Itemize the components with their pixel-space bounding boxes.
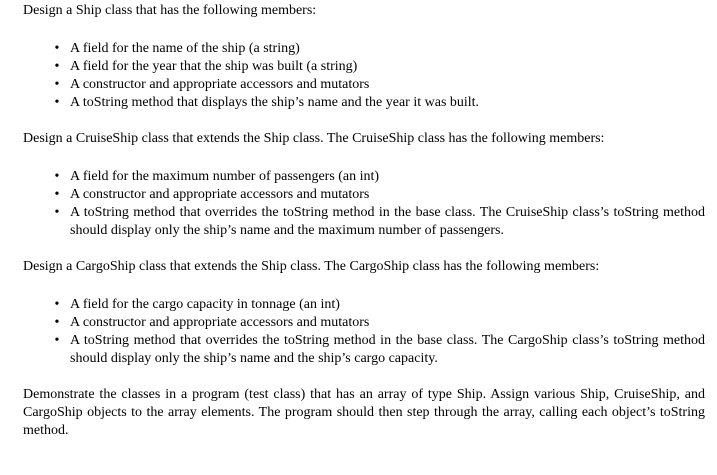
list-item-text: A constructor and appropriate accessors and mutators [70, 187, 370, 202]
list-item [54, 314, 705, 332]
list-item-text: A field for the cargo capacity in tonnage (an int) [70, 297, 340, 312]
list-item [54, 168, 705, 186]
list-item [54, 296, 705, 314]
spacer [23, 148, 705, 168]
list-item [54, 204, 705, 240]
list-item-text: A constructor and appropriate accessors and mutators [70, 77, 370, 92]
bullet-icon: • [54, 315, 60, 330]
list-item [54, 40, 705, 58]
cargoship-members-list [23, 296, 705, 368]
list-item [54, 332, 705, 368]
list-item [54, 76, 705, 94]
list-item-text: A toString method that overrides the toString method in the base class. The CargoShip class’s toString method should display only the ship’s name and the ship’s cargo capacity. [70, 333, 705, 366]
bullet-icon: • [54, 297, 60, 312]
list-item-text: A field for the maximum number of passengers (an int) [70, 169, 380, 184]
bullet-icon: • [54, 333, 60, 348]
spacer [23, 368, 705, 386]
bullet-icon: • [54, 169, 60, 184]
cruiseship-intro: Design a CruiseShip class that extends the Ship class. The CruiseShip class has the following members: [23, 131, 605, 146]
bullet-icon: • [54, 187, 60, 202]
list-item [54, 186, 705, 204]
bullet-icon: • [54, 77, 60, 92]
list-item-text: A field for the name of the ship (a string) [70, 41, 300, 56]
bullet-icon: • [54, 41, 60, 56]
list-item-text: A field for the year that the ship was built (a string) [70, 59, 358, 74]
spacer [23, 240, 705, 258]
list-item-text: A toString method that displays the ship’s name and the year it was built. [70, 95, 480, 110]
list-item [54, 58, 705, 76]
ship-intro: Design a Ship class that has the following members: [23, 3, 317, 18]
demonstration-paragraph: Demonstrate the classes in a program (test class) that has an array of type Ship. Assign various Ship, CruiseShip, and CargoShip objects to the array elements. The program should then step through the array, calling each object’s toString method. [23, 387, 705, 438]
bullet-icon: • [54, 59, 60, 74]
list-item [54, 94, 705, 112]
spacer [23, 20, 705, 40]
bullet-icon: • [54, 95, 60, 110]
bullet-icon: • [54, 205, 60, 220]
cargoship-intro: Design a CargoShip class that extends the Ship class. The CargoShip class has the following members: [23, 259, 600, 274]
spacer [23, 276, 705, 296]
list-item-text: A constructor and appropriate accessors and mutators [70, 315, 370, 330]
ship-members-list [23, 40, 705, 112]
list-item-text: A toString method that overrides the toString method in the base class. The CruiseShip class’s toString method should display only the ship’s name and the maximum number of passengers. [70, 205, 705, 238]
spacer [23, 112, 705, 130]
cruiseship-members-list [23, 168, 705, 240]
